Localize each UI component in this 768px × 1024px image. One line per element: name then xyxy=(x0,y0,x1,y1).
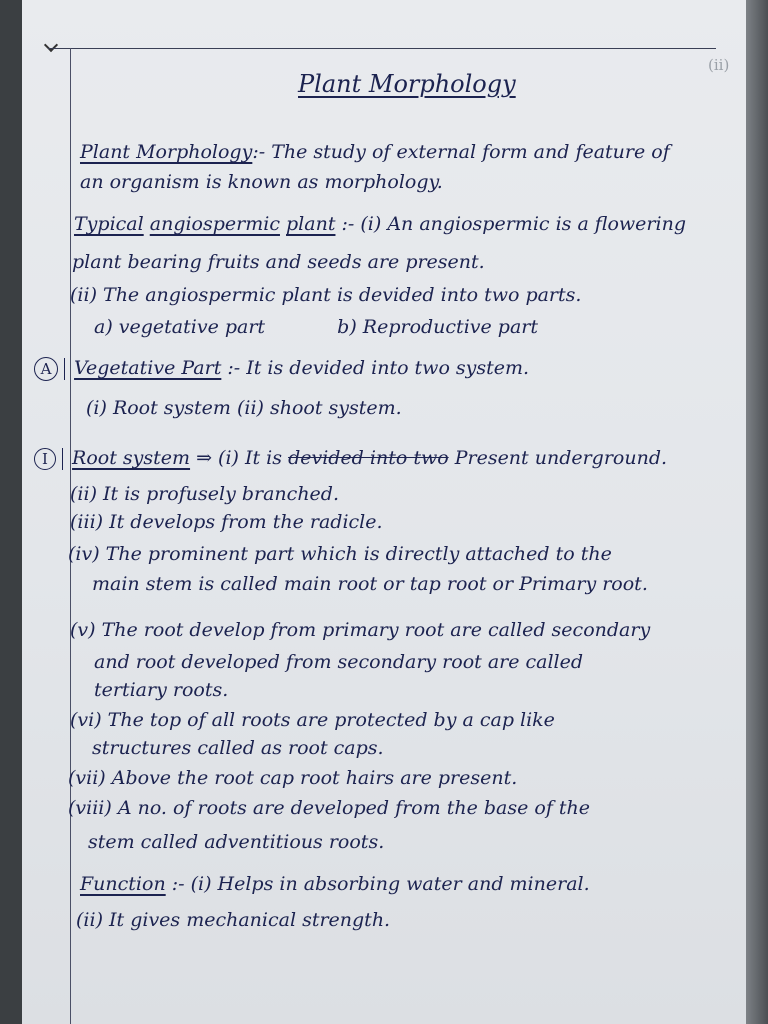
root-point-text: stem called adventitious roots. xyxy=(88,831,385,853)
definition-line-2 xyxy=(80,170,443,194)
section-i-marker: I xyxy=(34,448,56,470)
root-point-text: and root developed from secondary root are called xyxy=(94,651,584,673)
function-text-1: :- (i) Helps in absorbing water and mineral. xyxy=(171,873,590,895)
root-point-text: main stem is called main root or tap root or Primary root. xyxy=(92,573,648,595)
definition-text-2: an organism is known as morphology. xyxy=(80,171,443,193)
part-a: a) vegetative part xyxy=(94,316,266,338)
function-line-1 xyxy=(80,872,590,896)
section-a-text: :- It is devided into two system. xyxy=(227,357,530,379)
root-point-line xyxy=(92,736,384,760)
root-point-line xyxy=(70,708,555,732)
root-point-line xyxy=(92,572,648,596)
section-a-systems-line xyxy=(86,396,402,420)
double-bar xyxy=(64,358,65,380)
section-a-marker: A xyxy=(34,357,58,381)
typical-line-3 xyxy=(70,283,581,307)
definition-term: Plant Morphology xyxy=(80,141,253,163)
page-number: (ii) xyxy=(708,56,730,74)
root-point-line xyxy=(68,542,612,566)
root-point-text: tertiary roots. xyxy=(94,679,229,701)
section-a-systems: (i) Root system (ii) shoot system. xyxy=(86,397,402,419)
root-system-heading: Root system xyxy=(72,447,191,469)
section-a-heading-line xyxy=(34,356,529,381)
root-point-line xyxy=(68,796,590,820)
root-point-line xyxy=(70,618,650,642)
typical-line-2 xyxy=(72,250,485,274)
root-point-line xyxy=(68,766,517,790)
root-point-text: (vi) The top of all roots are protected by a cap like xyxy=(70,709,555,731)
function-line-2 xyxy=(76,908,390,932)
root-point-line xyxy=(70,510,383,534)
typical-term-1: Typical xyxy=(74,213,144,235)
top-rule-line xyxy=(48,48,716,49)
root-system-text: Present underground. xyxy=(454,447,668,469)
notebook-page xyxy=(22,0,746,1024)
root-point-line xyxy=(70,482,339,506)
typical-text-3: (ii) The angiospermic plant is devided into two parts. xyxy=(70,284,582,306)
struck-text: devided into two xyxy=(288,447,449,469)
function-text-2: (ii) It gives mechanical strength. xyxy=(76,909,391,931)
part-b: b) Reproductive part xyxy=(337,316,538,338)
bleed-through-texture xyxy=(522,80,702,880)
typical-term-2: angiospermic xyxy=(149,213,280,235)
corner-tick-mark xyxy=(44,38,58,52)
root-system-arrow: ⇒ (i) It is xyxy=(196,447,283,469)
root-point-text: (ii) It is profusely branched. xyxy=(70,483,339,505)
typical-text-1: :- (i) An angiospermic is a flowering xyxy=(341,213,686,235)
root-point-text: (iii) It develops from the radicle. xyxy=(70,511,383,533)
root-point-text: (v) The root develop from primary root are called secondary xyxy=(70,619,651,641)
root-point-text: structures called as root caps. xyxy=(92,737,384,759)
typical-line-1 xyxy=(74,212,686,236)
definition-text-1: The study of external form and feature of xyxy=(271,141,670,163)
page-edge-shadow xyxy=(746,0,768,1024)
double-bar-2 xyxy=(62,448,63,470)
page-title xyxy=(298,72,516,96)
root-point-line xyxy=(88,830,384,854)
root-point-line xyxy=(94,650,583,674)
definition-line-1 xyxy=(80,140,670,164)
definition-sep: :- xyxy=(252,141,266,163)
root-point-text: (vii) Above the root cap root hairs are present. xyxy=(68,767,518,789)
function-heading: Function xyxy=(80,873,166,895)
root-point-text: (viii) A no. of roots are developed from the base of the xyxy=(68,797,591,819)
typical-parts-line xyxy=(94,315,538,339)
root-system-heading-line xyxy=(34,446,667,470)
margin-line xyxy=(70,48,71,1024)
section-a-heading: Vegetative Part xyxy=(74,357,222,379)
title-text: Plant Morphology xyxy=(298,70,516,98)
root-point-text: (iv) The prominent part which is directly attached to the xyxy=(68,543,612,565)
typical-text-2: plant bearing fruits and seeds are present. xyxy=(72,251,485,273)
typical-term-3: plant xyxy=(286,213,336,235)
root-point-line xyxy=(94,678,228,702)
